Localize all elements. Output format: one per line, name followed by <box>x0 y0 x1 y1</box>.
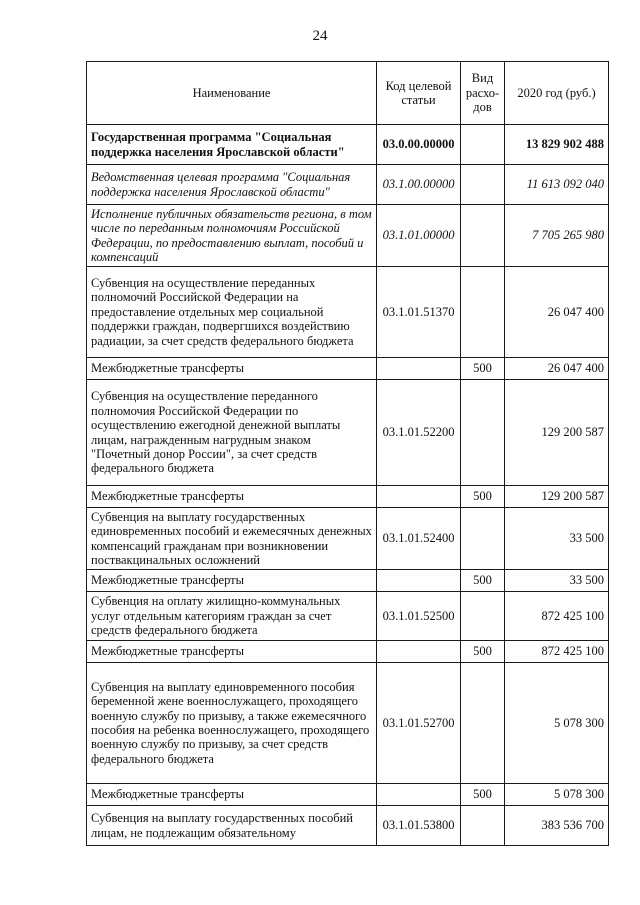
row-name: Межбюджетные трансферты <box>87 486 377 508</box>
row-amount: 872 425 100 <box>505 641 609 663</box>
row-amount: 383 536 700 <box>505 806 609 846</box>
row-type: 500 <box>461 784 505 806</box>
row-type: 500 <box>461 486 505 508</box>
row-type <box>461 806 505 846</box>
row-code: 03.1.01.00000 <box>377 205 461 267</box>
row-amount: 872 425 100 <box>505 592 609 641</box>
row-amount: 5 078 300 <box>505 663 609 784</box>
budget-table <box>86 61 609 846</box>
row-type <box>461 165 505 205</box>
row-type: 500 <box>461 641 505 663</box>
row-name: Субвенция на осуществление переданного полномочия Российской Федерации по осуществлению ежегодной денежной выплаты лицам, награжденным нагрудным знаком "Почетный донор России", за счет средств федерального бюджета <box>87 380 377 486</box>
row-amount: 33 500 <box>505 570 609 592</box>
row-amount: 33 500 <box>505 508 609 570</box>
row-name: Субвенция на выплату единовременного пособия беременной жене военнослужащего, проходящего военную службу по призыву, а также ежемесячного пособия на ребенка военнослужащего, проходящего военную службу по призыву, за счет средств федерального бюджета <box>87 663 377 784</box>
table-row <box>87 570 609 592</box>
row-name: Субвенция на осуществление переданных полномочий Российской Федерации на предоставление отдельных мер социальной поддержки граждан, подвергшихся воздействию радиации, за счет средств федерального бюджета <box>87 267 377 358</box>
table-row <box>87 641 609 663</box>
header-amount: 2020 год (руб.) <box>505 62 609 125</box>
row-name: Государственная программа "Социальная поддержка населения Ярославской области" <box>87 125 377 165</box>
row-name: Субвенция на выплату государственных пособий лицам, не подлежащим обязательному <box>87 806 377 846</box>
row-type: 500 <box>461 358 505 380</box>
row-name: Ведомственная целевая программа "Социальная поддержка населения Ярославской области" <box>87 165 377 205</box>
table-row <box>87 663 609 784</box>
row-code <box>377 784 461 806</box>
header-code: Код целевой статьи <box>377 62 461 125</box>
page-number: 24 <box>312 28 328 44</box>
row-amount: 7 705 265 980 <box>505 205 609 267</box>
row-code: 03.1.01.53800 <box>377 806 461 846</box>
row-code: 03.1.01.52700 <box>377 663 461 784</box>
row-code: 03.1.01.51370 <box>377 267 461 358</box>
row-type <box>461 380 505 486</box>
row-amount: 5 078 300 <box>505 784 609 806</box>
row-code: 03.1.01.52400 <box>377 508 461 570</box>
budget-table-body <box>87 125 609 846</box>
row-amount: 129 200 587 <box>505 486 609 508</box>
row-name: Межбюджетные трансферты <box>87 570 377 592</box>
row-name: Межбюджетные трансферты <box>87 641 377 663</box>
row-type: 500 <box>461 570 505 592</box>
row-type <box>461 205 505 267</box>
table-row <box>87 592 609 641</box>
row-code <box>377 641 461 663</box>
row-amount: 129 200 587 <box>505 380 609 486</box>
row-amount: 11 613 092 040 <box>505 165 609 205</box>
row-type <box>461 592 505 641</box>
table-row <box>87 358 609 380</box>
row-type <box>461 125 505 165</box>
table-row <box>87 508 609 570</box>
table-row <box>87 205 609 267</box>
table-row <box>87 784 609 806</box>
row-name: Исполнение публичных обязательств региона, в том числе по переданным полномочиям Российской Федерации, по предоставлению выплат, пособий и компенсаций <box>87 205 377 267</box>
row-amount: 13 829 902 488 <box>505 125 609 165</box>
table-row <box>87 486 609 508</box>
row-code: 03.1.01.52200 <box>377 380 461 486</box>
row-type <box>461 508 505 570</box>
table-header-row <box>87 62 609 125</box>
row-type <box>461 267 505 358</box>
row-type <box>461 663 505 784</box>
row-name: Субвенция на оплату жилищно-коммунальных услуг отдельным категориям граждан за счет средств федерального бюджета <box>87 592 377 641</box>
row-code <box>377 570 461 592</box>
row-amount: 26 047 400 <box>505 267 609 358</box>
header-name: Наименование <box>87 62 377 125</box>
row-name: Субвенция на выплату государственных единовременных пособий и ежемесячных денежных компенсаций гражданам при возникновении поствакцинальных осложнений <box>87 508 377 570</box>
table-row <box>87 165 609 205</box>
table-row <box>87 125 609 165</box>
row-code <box>377 486 461 508</box>
header-type: Вид расхо-дов <box>461 62 505 125</box>
table-row <box>87 267 609 358</box>
table-row <box>87 806 609 846</box>
row-name: Межбюджетные трансферты <box>87 784 377 806</box>
row-name: Межбюджетные трансферты <box>87 358 377 380</box>
row-code <box>377 358 461 380</box>
row-code: 03.1.01.52500 <box>377 592 461 641</box>
table-row <box>87 380 609 486</box>
row-code: 03.0.00.00000 <box>377 125 461 165</box>
row-code: 03.1.00.00000 <box>377 165 461 205</box>
row-amount: 26 047 400 <box>505 358 609 380</box>
